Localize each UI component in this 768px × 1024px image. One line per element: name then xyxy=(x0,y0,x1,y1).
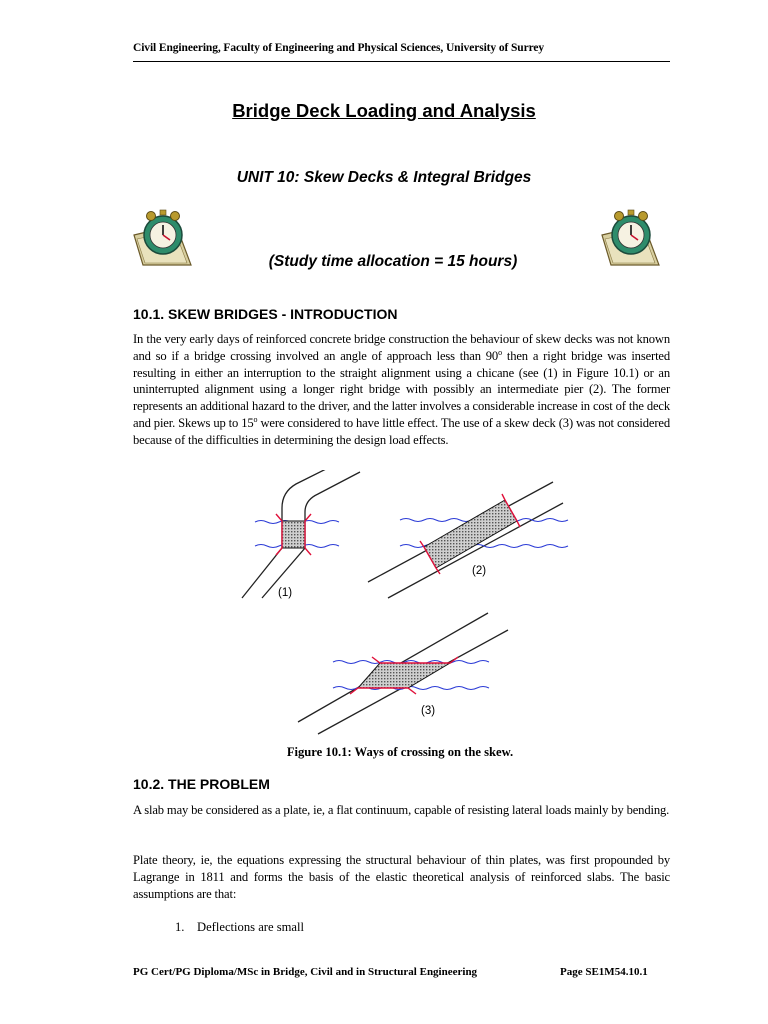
figure-caption: Figure 10.1: Ways of crossing on the skew. xyxy=(286,745,514,759)
list-item: 1. Deflections are small xyxy=(175,920,305,934)
plate-theory-paragraph: Plate theory, ie, the equations expressing the structural behaviour of thin plates, was first propounded by Lagrange in 1811 and forms the basis of the elastic theoretical analysis of reinforced slabs. The basic assumptions are that: xyxy=(133,853,670,901)
section-heading-skew-bridges: 10.1. SKEW BRIDGES - INTRODUCTION xyxy=(133,306,398,322)
figure-label-2: (2) xyxy=(472,565,487,577)
crossing-2-long-right-bridge xyxy=(368,482,568,598)
footer-course: PG Cert/PG Diploma/MSc in Bridge, Civil and in Structural Engineering xyxy=(133,966,478,978)
crossing-1-chicane xyxy=(242,470,360,598)
skew-crossing-figure xyxy=(0,470,768,740)
section-heading-problem: 10.2. THE PROBLEM xyxy=(133,776,270,792)
intro-paragraph: In the very early days of reinforced concrete bridge construction the behaviour of skew decks was not known and so if a bridge crossing involved an angle of approach less than 90$^o$ then a right bridge was inserted resulting in either an interruption to the straight alignment using a chicane (see (1) in Figure 10.1) or an uninterrupted alignment using a longer right bridge with possibly an intermediate pier (2). The former represents an additional hazard to the driver, and the latter involves a considerable increase in cost of the deck and pier. Skews up to 15$^o$ were considered to have little effect. The use of a skew deck (3) was not considered because of the difficulties in determining the design load effects. xyxy=(133,332,671,447)
page-header: Civil Engineering, Faculty of Engineering and Physical Sciences, University of Surrey xyxy=(133,42,545,54)
figure-label-3: (3) xyxy=(421,705,436,717)
plate-paragraph: A slab may be considered as a plate, ie, a flat continuum, capable of resisting lateral loads mainly by bending. xyxy=(133,803,670,817)
study-time-note: (Study time allocation = 15 hours) xyxy=(268,253,518,270)
unit-title: UNIT 10: Skew Decks & Integral Bridges xyxy=(236,169,532,186)
footer-page-number: Page SE1M54.10.1 xyxy=(560,966,648,978)
crossing-3-skew-deck xyxy=(298,613,508,734)
figure-label-1: (1) xyxy=(278,587,293,599)
document-title: Bridge Deck Loading and Analysis xyxy=(232,100,536,121)
header-rule xyxy=(133,61,670,62)
